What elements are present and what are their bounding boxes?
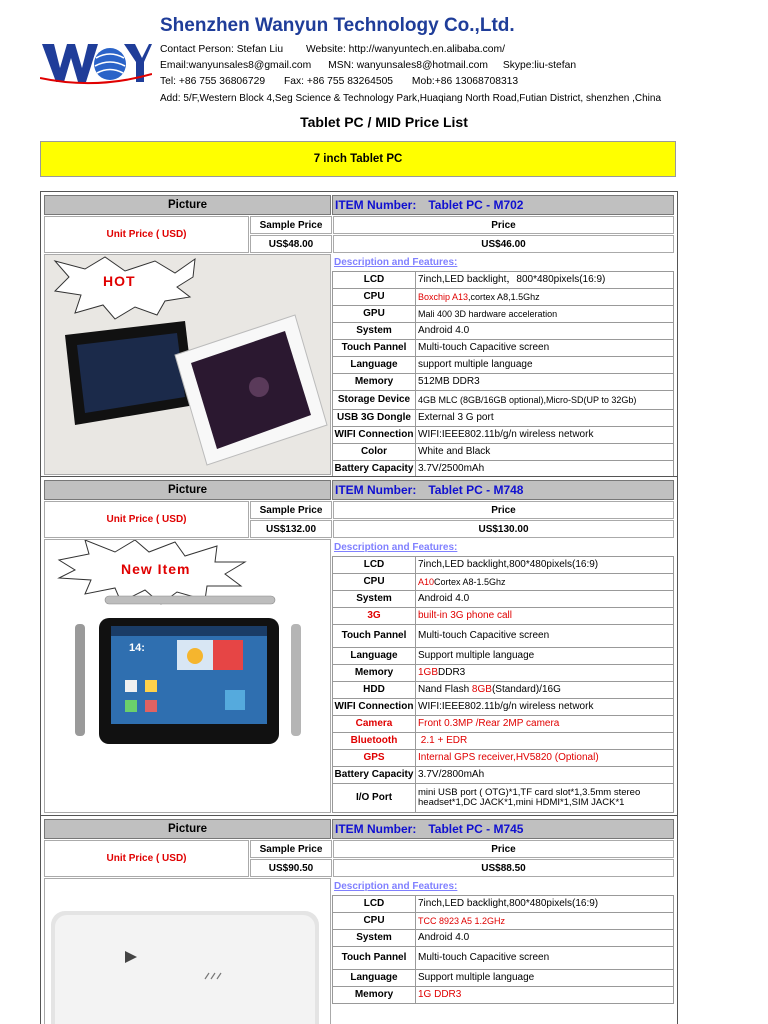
item-number-header [332, 195, 674, 215]
description-header[interactable]: Description and Features: [334, 257, 458, 268]
spec-value: Mali 400 3D hardware acceleration [416, 305, 674, 323]
spec-value-highlight: Boxchip A13 [418, 292, 469, 302]
spec-value-text: DDR3 [438, 667, 466, 678]
spec-key: Battery Capacity [332, 766, 416, 784]
spec-row-system [332, 590, 674, 608]
price-row [44, 501, 674, 538]
sample-price-label: Sample Price [250, 501, 332, 519]
spec-row-wifi [332, 698, 674, 716]
spec-key: Touch Pannel [332, 946, 416, 970]
spec-value-highlight: 1GB [418, 667, 439, 678]
spec-key: GPU [332, 305, 416, 323]
spec-value: 3.7V/2800mAh [416, 766, 674, 784]
spec-value: support multiple language [416, 356, 674, 374]
picture-header: Picture [44, 480, 331, 500]
spec-value: mini USB port ( OTG)*1,TF card slot*1,3.5mm stereo headset*1,DC JACK*1,mini HDMI*1,SIM JACK*1 [416, 783, 674, 813]
sample-price-label: Sample Price [250, 216, 332, 234]
address-text: Add: 5/F,Western Block 4,Seg Science & Technology Park,Huaqiang North Road,Futian District, shenzhen ,China [160, 93, 662, 104]
spec-row-3g [332, 607, 674, 625]
spec-row-lcd [332, 556, 674, 574]
section-title: 7 inch Tablet PC [313, 153, 403, 165]
price-value: US$46.00 [333, 235, 674, 253]
spec-value: 7inch,LED backlight,800*480pixels(16:9) [416, 895, 674, 913]
item-model: Tablet PC - M702 [428, 198, 524, 212]
spec-row-gpu [332, 305, 674, 323]
picture-header: Picture [44, 819, 331, 839]
spec-value: External 3 G port [416, 409, 674, 427]
spec-key: HDD [332, 681, 416, 699]
price-label: Price [333, 840, 674, 858]
spec-row-lcd [332, 895, 674, 913]
email-text[interactable]: Email:wanyunsales8@gmail.com [160, 60, 312, 71]
spec-key: Language [332, 647, 416, 665]
tel-text: Tel: +86 755 36806729 [160, 76, 266, 87]
spec-value: WIFI:IEEE802.11b/g/n wireless network [416, 698, 674, 716]
spec-row-memory [332, 664, 674, 682]
spec-value: 4GB MLC (8GB/16GB optional),Micro-SD(UP to 32Gb) [416, 390, 674, 410]
new-item-badge: New Item [121, 561, 191, 577]
contact-line-3 [160, 76, 518, 88]
contact-line-2 [160, 60, 576, 72]
spec-row-memory [332, 373, 674, 391]
spec-key: I/O Port [332, 783, 416, 813]
price-value: US$88.50 [333, 859, 674, 877]
unit-price-label: Unit Price ( USD) [44, 216, 249, 253]
spec-value: White and Black [416, 443, 674, 461]
spec-key: LCD [332, 271, 416, 289]
item-model: Tablet PC - M745 [428, 822, 524, 836]
spec-value: Support multiple language [416, 969, 674, 987]
spec-row-wifi [332, 426, 674, 444]
screen-clock: 14: [129, 642, 145, 654]
spec-value-text: ,cortex A8,1.5Ghz [468, 292, 540, 302]
sample-price-label: Sample Price [250, 840, 332, 858]
spec-value: WIFI:IEEE802.11b/g/n wireless network [416, 426, 674, 444]
product-card-m702 [40, 191, 678, 478]
mobile-text: Mob:+86 13068708313 [411, 76, 519, 87]
spec-row-color [332, 443, 674, 461]
product-header [44, 195, 674, 215]
spec-row-battery [332, 766, 674, 784]
spec-value: 3.7V/2500mAh [416, 460, 674, 478]
spec-value: Multi-touch Capacitive screen [416, 624, 674, 648]
spec-row-io-port [332, 783, 674, 813]
item-number-label: ITEM Number: [335, 822, 417, 836]
spec-value: TCC 8923 A5 1.2GHz [416, 912, 674, 930]
price-label: Price [333, 216, 674, 234]
spec-key: Color [332, 443, 416, 461]
price-row [44, 216, 674, 253]
contact-line-1 [160, 44, 505, 56]
product-image [44, 254, 331, 475]
spec-row-touch [332, 946, 674, 970]
spec-value-highlight: A10 [418, 577, 435, 587]
spec-key: CPU [332, 573, 416, 591]
spec-row-touch [332, 624, 674, 648]
product-header [44, 480, 674, 500]
product-card-m745 [40, 815, 678, 1024]
spec-key: Touch Pannel [332, 339, 416, 357]
product-image [44, 878, 331, 1024]
spec-key: System [332, 590, 416, 608]
company-logo [40, 38, 152, 86]
contact-person: Contact Person: Stefan Liu [160, 44, 284, 55]
spec-key: Camera [332, 715, 416, 733]
spec-row-language [332, 647, 674, 665]
sample-price-value: US$48.00 [250, 235, 332, 253]
spec-value [416, 288, 674, 306]
spec-value: Android 4.0 [416, 929, 674, 947]
spec-value: 1G DDR3 [416, 986, 674, 1004]
spec-row-bluetooth [332, 732, 674, 750]
spec-row-cpu [332, 573, 674, 591]
spec-key: Language [332, 969, 416, 987]
picture-header: Picture [44, 195, 331, 215]
fax-text: Fax: +86 755 83264505 [283, 76, 394, 87]
spec-value [416, 573, 674, 591]
spec-key: LCD [332, 895, 416, 913]
website-link[interactable]: Website: http://wanyuntech.en.alibaba.com/ [305, 44, 505, 55]
spec-key: Battery Capacity [332, 460, 416, 478]
product-card-m748 [40, 476, 678, 816]
spec-value: Internal GPS receiver,HV5820 (Optional) [416, 749, 674, 767]
skype-text: Skype:liu-stefan [502, 60, 577, 71]
spec-key: USB 3G Dongle [332, 409, 416, 427]
unit-price-label: Unit Price ( USD) [44, 840, 249, 877]
spec-row-memory [332, 986, 674, 1004]
description-header[interactable]: Description and Features: [334, 881, 458, 892]
spec-value: Multi-touch Capacitive screen [416, 946, 674, 970]
tablet-photo [45, 540, 331, 813]
sample-price-value: US$132.00 [250, 520, 332, 538]
hot-badge: HOT [103, 273, 136, 289]
spec-value: Support multiple language [416, 647, 674, 665]
spec-row-system [332, 322, 674, 340]
spec-value [416, 681, 674, 699]
spec-key: Language [332, 356, 416, 374]
spec-key: 3G [332, 607, 416, 625]
item-number-header [332, 819, 674, 839]
spec-key: Memory [332, 986, 416, 1004]
spec-value: 512MB DDR3 [416, 373, 674, 391]
spec-row-language [332, 356, 674, 374]
spec-row-gps [332, 749, 674, 767]
section-title-bar [40, 141, 676, 177]
tablet-photo [45, 879, 331, 1024]
item-number-label: ITEM Number: [335, 198, 417, 212]
spec-row-system [332, 929, 674, 947]
unit-price-label: Unit Price ( USD) [44, 501, 249, 538]
spec-row-cpu [332, 912, 674, 930]
item-number-header [332, 480, 674, 500]
company-name: Shenzhen Wanyun Technology Co.,Ltd. [160, 15, 515, 36]
spec-key: Touch Pannel [332, 624, 416, 648]
spec-value: 7inch,LED backlight，800*480pixels(16:9) [416, 271, 674, 289]
price-row [44, 840, 674, 877]
spec-key: LCD [332, 556, 416, 574]
spec-key: Storage Device [332, 390, 416, 410]
description-header[interactable]: Description and Features: [334, 542, 458, 553]
spec-key: GPS [332, 749, 416, 767]
tablet-photo [45, 255, 331, 475]
spec-value: Android 4.0 [416, 590, 674, 608]
spec-value: Multi-touch Capacitive screen [416, 339, 674, 357]
price-label: Price [333, 501, 674, 519]
price-value: US$130.00 [333, 520, 674, 538]
spec-row-storage [332, 390, 674, 410]
spec-value: Front 0.3MP /Rear 2MP camera [416, 715, 674, 733]
msn-text: MSN: wanyunsales8@hotmail.com [328, 60, 488, 71]
spec-key: Memory [332, 664, 416, 682]
spec-value: Android 4.0 [416, 322, 674, 340]
spec-key: WIFI Connection [332, 698, 416, 716]
spec-row-lcd [332, 271, 674, 289]
spec-key: CPU [332, 912, 416, 930]
price-list-title: Tablet PC / MID Price List [300, 114, 468, 130]
spec-row-cpu [332, 288, 674, 306]
spec-row-3g-dongle [332, 409, 674, 427]
spec-value-text: (Standard)/16G [491, 684, 561, 695]
spec-row-hdd [332, 681, 674, 699]
spec-value-text: Nand Flash [418, 684, 472, 695]
spec-value: 2.1 + EDR [416, 732, 674, 750]
spec-key: WIFI Connection [332, 426, 416, 444]
spec-key: System [332, 322, 416, 340]
spec-key: CPU [332, 288, 416, 306]
item-number-label: ITEM Number: [335, 483, 417, 497]
spec-key: System [332, 929, 416, 947]
spec-key: Bluetooth [332, 732, 416, 750]
spec-value [416, 664, 674, 682]
spec-key: Memory [332, 373, 416, 391]
spec-value-highlight: 8GB [471, 684, 492, 695]
spec-row-camera [332, 715, 674, 733]
spec-value: 7inch,LED backlight,800*480pixels(16:9) [416, 556, 674, 574]
spec-value-text: Cortex A8-1.5Ghz [434, 577, 506, 587]
product-header [44, 819, 674, 839]
spec-row-touch [332, 339, 674, 357]
product-image [44, 539, 331, 813]
spec-row-language [332, 969, 674, 987]
item-model: Tablet PC - M748 [428, 483, 524, 497]
sample-price-value: US$90.50 [250, 859, 332, 877]
spec-value: built-in 3G phone call [416, 607, 674, 625]
